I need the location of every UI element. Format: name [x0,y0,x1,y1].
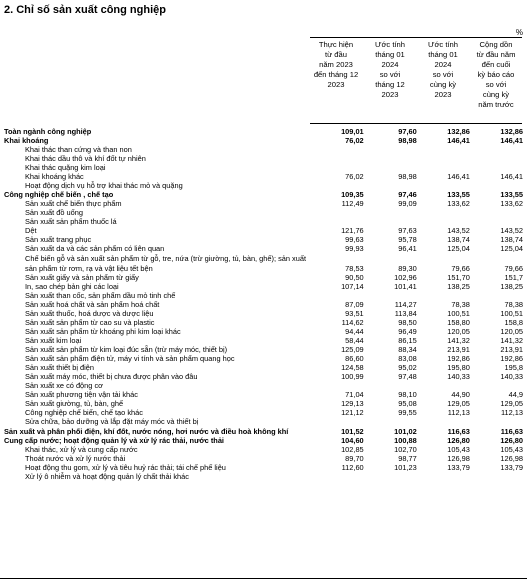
row-value: 76,02 [345,136,364,146]
row-value: 105,43 [447,445,470,455]
row-value: 90,50 [345,273,364,283]
row-value: 87,09 [345,300,364,310]
row-label: Sản xuất kim loại [25,336,82,346]
row-value: 97,60 [398,127,417,137]
row-value: 124,58 [341,363,364,373]
row-label: Thoát nước và xử lý nước thải [25,454,126,464]
row-label: Toàn ngành công nghiệp [4,127,92,137]
section-title: 2. Chỉ số sản xuất công nghiệp [4,4,166,16]
column-header-cumulative-yoy: Cộng dồn từ đầu năm đến cuối kỳ báo cáo so với cùng kỳ năm trước [476,40,516,109]
row-value: 195,8 [504,363,523,373]
row-label: Sản xuất giấy và sản phẩm từ giấy [25,273,139,283]
row-label: Khai thác than cứng và than non [25,145,132,155]
row-value: 78,53 [345,264,364,274]
row-value [364,209,417,218]
row-value [470,473,527,482]
row-value: 192,86 [447,354,470,364]
row-value: 107,14 [341,282,364,292]
row-value [417,155,470,164]
row-value: 133,55 [447,190,470,200]
row-label: Công nghiệp chế biến , chế tạo [4,190,114,200]
row-value: 101,02 [394,427,417,437]
table-row [0,473,527,482]
row-value: 140,33 [500,372,523,382]
row-value: 158,8 [504,318,523,328]
column-header-jan-yoy: Ước tính tháng 01 2024 so với cùng kỳ 2023 [427,40,459,99]
row-value: 143,52 [447,226,470,236]
row-label: Khai thác quặng kim loại [25,163,106,173]
row-value: 158,80 [447,318,470,328]
row-label: Hoạt động dịch vụ hỗ trợ khai thác mỏ và quặng [25,181,183,191]
row-value: 99,09 [398,199,417,209]
column-header-jan-vs-dec: Ước tính tháng 01 2024 so với tháng 12 2023 [374,40,406,99]
row-value: 129,05 [447,399,470,409]
row-value: 133,62 [447,199,470,209]
row-value: 133,79 [447,463,470,473]
row-value: 93,51 [345,309,364,319]
row-value [311,418,364,427]
header-top-rule [310,37,522,38]
row-value: 138,25 [500,282,523,292]
row-value: 125,09 [341,345,364,355]
row-value: 83,08 [398,354,417,364]
row-label: Sản xuất sản phẩm từ khoáng phi kim loại khác [25,327,181,337]
row-label: Sản xuất giường, tủ, bàn, ghế [25,399,124,409]
row-value: 105,43 [500,445,523,455]
row-value [470,155,527,164]
row-value: 44,90 [451,390,470,400]
row-value: 101,41 [394,282,417,292]
row-label: Sản xuất chế biến thực phẩm [25,199,122,209]
row-label: Sản xuất sản phẩm điện tử, máy vi tính và sản phẩm quang học [25,354,235,364]
row-value: 151,70 [447,273,470,283]
row-value: 98,98 [398,136,417,146]
row-label: Sản xuất đồ uống [25,208,83,218]
row-label: Sản xuất phương tiện vận tải khác [25,390,138,400]
row-value: 99,63 [345,235,364,245]
row-value: 95,78 [398,235,417,245]
row-value: 121,76 [341,226,364,236]
row-value: 98,50 [398,318,417,328]
row-value [364,146,417,155]
row-value: 78,38 [504,300,523,310]
row-value: 94,44 [345,327,364,337]
row-value: 125,04 [447,244,470,254]
row-value: 58,44 [345,336,364,346]
row-value: 126,98 [447,454,470,464]
row-value: 78,38 [451,300,470,310]
row-value: 99,93 [345,244,364,254]
row-value: 88,34 [398,345,417,355]
row-label: Dệt [25,226,37,236]
row-label: Hoạt động thu gom, xử lý và tiêu huỷ rác thải; tái chế phế liệu [25,463,226,473]
row-value: 79,66 [504,264,523,274]
row-value: 79,66 [451,264,470,274]
row-value: 95,02 [398,363,417,373]
row-value [364,155,417,164]
row-value: 97,46 [398,190,417,200]
row-value: 96,41 [398,244,417,254]
column-header-ytd-2023: Thực hiện từ đầu năm 2023 đến tháng 12 2023 [313,40,359,89]
row-value: 126,98 [500,454,523,464]
row-value: 96,49 [398,327,417,337]
row-value: 98,77 [398,454,417,464]
row-label: Sửa chữa, bảo dưỡng và lắp đặt máy móc và thiết bị [25,417,199,427]
header-bottom-rule [310,123,522,124]
row-value: 138,74 [500,235,523,245]
row-value: 100,99 [341,372,364,382]
row-value: 97,48 [398,372,417,382]
row-value: 86,60 [345,354,364,364]
industrial-index-table [0,128,527,482]
row-value: 146,41 [500,172,523,182]
row-value: 138,74 [447,235,470,245]
row-value: 129,13 [341,399,364,409]
row-value: 192,86 [500,354,523,364]
row-value: 133,79 [500,463,523,473]
row-value: 102,96 [394,273,417,283]
row-value: 114,27 [394,300,417,310]
row-value: 101,23 [394,463,417,473]
row-value [417,418,470,427]
row-value: 86,15 [398,336,417,346]
row-value: 151,7 [504,273,523,283]
row-value: 104,60 [341,436,364,446]
row-label: Sản xuất sản phẩm từ kim loại đúc sẵn (trừ máy móc, thiết bị) [25,345,228,355]
row-label: Sản xuất trang phục [25,235,92,245]
row-value: 125,04 [500,244,523,254]
row-value: 76,02 [345,172,364,182]
row-value [417,473,470,482]
row-value [470,418,527,427]
row-value: 100,51 [500,309,523,319]
row-label: Sản xuất than cốc, sản phẩm dầu mỏ tinh chế [25,291,176,301]
row-value: 120,05 [447,327,470,337]
row-value: 97,63 [398,226,417,236]
row-value: 89,70 [345,454,364,464]
row-value [417,209,470,218]
row-label: Sản xuất thuốc, hoá dược và dược liệu [25,309,154,319]
table-row [0,254,527,274]
row-value: 99,55 [398,408,417,418]
row-label: Sản xuất máy móc, thiết bị chưa được phân vào đâu [25,372,198,382]
row-value: 102,85 [341,445,364,455]
row-value [364,473,417,482]
row-value: 112,60 [341,463,364,473]
row-value: 146,41 [447,172,470,182]
row-label: Xử lý ô nhiễm và hoạt động quản lý chất thải khác [25,472,189,482]
row-label: Sản xuất xe có động cơ [25,381,103,391]
row-value: 95,08 [398,399,417,409]
row-label: Sản xuất hoá chất và sản phẩm hoá chất [25,300,160,310]
row-value: 113,84 [394,309,417,319]
row-label: Cung cấp nước; hoạt động quản lý và xử lý rác thải, nước thải [4,436,224,446]
table-row [0,418,527,427]
row-value: 116,63 [447,427,470,437]
table-row [0,245,527,254]
row-value [311,146,364,155]
row-label: Khai khoáng khác [25,172,84,182]
row-value: 114,62 [341,318,364,328]
row-value: 126,80 [500,436,523,446]
row-value: 116,63 [500,427,523,437]
row-value: 71,04 [345,390,364,400]
row-value: 100,88 [394,436,417,446]
row-value [417,146,470,155]
row-label: Khai khoáng [4,136,49,146]
row-value [470,146,527,155]
table-bottom-rule [0,578,527,579]
row-value: 146,41 [447,136,470,146]
row-value: 133,62 [500,199,523,209]
row-value: 102,70 [394,445,417,455]
row-value: 213,91 [447,345,470,355]
row-value: 213,91 [500,345,523,355]
row-value [470,209,527,218]
row-value: 112,13 [500,408,523,418]
row-value: 129,05 [500,399,523,409]
row-value [311,473,364,482]
row-value: 146,41 [500,136,523,146]
row-label: Sản xuất sản phẩm từ cao su và plastic [25,318,155,328]
row-value: 140,33 [447,372,470,382]
row-value: 112,13 [447,408,470,418]
row-value: 89,30 [398,264,417,274]
row-label: Khai thác, xử lý và cung cấp nước [25,445,138,455]
unit-label: % [515,28,523,37]
row-value: 143,52 [500,226,523,236]
row-value: 109,35 [341,190,364,200]
row-value: 132,86 [447,127,470,137]
row-value: 120,05 [500,327,523,337]
row-value: 132,86 [500,127,523,137]
row-value: 100,51 [447,309,470,319]
row-value: 112,49 [341,199,364,209]
row-value: 126,80 [447,436,470,446]
row-value [311,209,364,218]
row-value: 195,80 [447,363,470,373]
row-label: Sản xuất sản phẩm thuốc lá [25,217,117,227]
row-label: Chế biến gỗ và sản xuất sản phẩm từ gỗ, tre, nứa (trừ giường, tủ, bàn, ghế); sản xuất sản phẩm từ rơm, rạ và vật liệu tết bện [25,254,307,273]
row-label: Sản xuất da và các sản phẩm có liên quan [25,244,165,254]
row-value: 141,32 [500,336,523,346]
row-value: 121,12 [341,408,364,418]
row-label: Sản xuất và phân phối điện, khí đốt, nước nóng, hơi nước và điều hoà không khí [4,427,289,436]
row-value: 44,9 [508,390,523,400]
row-value: 109,01 [341,127,364,137]
row-label: Sản xuất thiết bị điện [25,363,95,373]
row-value: 98,98 [398,172,417,182]
row-value: 138,25 [447,282,470,292]
row-value: 133,55 [500,190,523,200]
row-value: 141,32 [447,336,470,346]
row-label: Khai thác dầu thô và khí đốt tự nhiên [25,154,146,164]
row-value: 101,52 [341,427,364,437]
row-value [364,418,417,427]
row-label: Công nghiệp chế biến, chế tạo khác [25,408,143,418]
row-value: 98,10 [398,390,417,400]
row-label: In, sao chép bản ghi các loại [25,282,119,292]
row-value [311,155,364,164]
